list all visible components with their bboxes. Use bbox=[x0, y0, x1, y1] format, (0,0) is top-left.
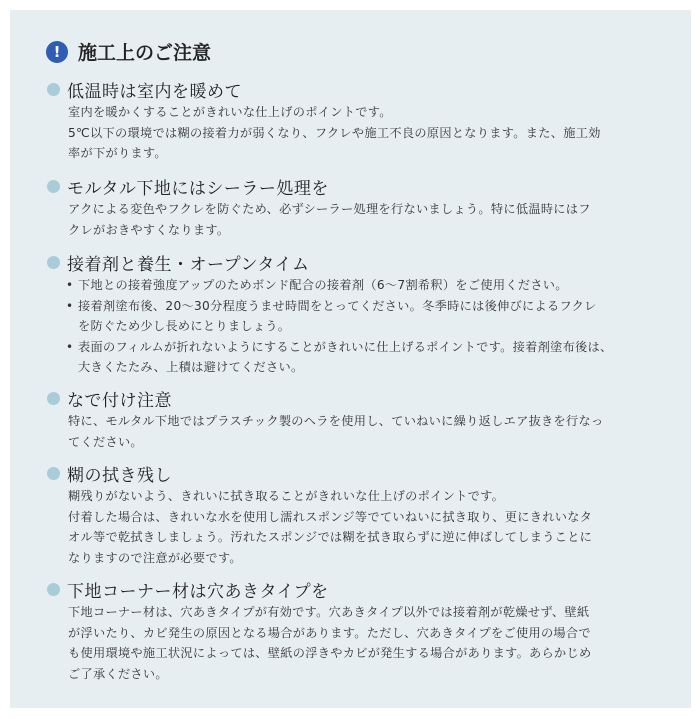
section-title: 接着剤と養生・オープンタイム bbox=[67, 254, 310, 275]
section-title: 糊の拭き残し bbox=[67, 465, 172, 486]
body-line: 5℃以下の環境では糊の接着力が弱くなり、フクレや施工不良の原因となります。また、施工効 bbox=[68, 125, 601, 140]
body-line: なりますので注意が必要です。 bbox=[68, 550, 242, 565]
section-title: なで付け注意 bbox=[67, 390, 172, 411]
section-corner-material bbox=[47, 578, 667, 684]
notice-title: 施工上のご注意 bbox=[78, 42, 212, 64]
body-line: オル等で乾拭きしましょう。汚れたスポンジでは糊を拭き取らずに逆に伸ばしてしまうことに bbox=[68, 530, 593, 544]
section-bullet bbox=[47, 180, 60, 193]
section-adhesive bbox=[47, 251, 667, 378]
section-low-temperature bbox=[47, 78, 667, 164]
body-line: 下地コーナー材は、穴あきタイプが有効です。穴あきタイプ以外では接着剤が乾燥せず、壁紙 bbox=[68, 605, 590, 619]
section-bullet bbox=[47, 83, 60, 96]
section-smoothing bbox=[47, 387, 667, 452]
section-body bbox=[68, 102, 667, 164]
section-sealer bbox=[47, 175, 667, 240]
notice-header bbox=[46, 38, 211, 65]
list-item-text: 接着剤塗布後、20～30分程度うませ時間をとってください。冬季時には後伸びによるフクレ bbox=[78, 298, 597, 313]
section-body bbox=[68, 199, 667, 240]
list-item-text: を防ぐため少し長めにとりましょう。 bbox=[78, 319, 291, 333]
section-body bbox=[68, 602, 667, 684]
section-bullet bbox=[47, 392, 60, 405]
list-item-text: 表面のフィルムが折れないようにすることがきれいに仕上げるポイントです。接着剤塗布後は、 bbox=[78, 339, 613, 354]
body-line: アクによる変色やフクレを防ぐため、必ずシーラー処理を行ないましょう。特に低温時にはフ bbox=[68, 202, 591, 216]
section-bullet bbox=[47, 467, 60, 480]
section-body bbox=[68, 411, 667, 452]
body-line: ご了承ください。 bbox=[68, 666, 168, 681]
section-body bbox=[68, 486, 667, 568]
body-line: 付着した場合は、きれいな水を使用し濡れスポンジ等でていねいに拭き取り、更にきれいなタ bbox=[68, 509, 593, 524]
list-item: • 接着剤塗布後、20～30分程度うませ時間をとってください。冬季時には後伸びによるフクレ を防ぐため少し長めにとりましょう。 bbox=[66, 296, 667, 337]
body-line: 室内を暖かくすることがきれいな仕上げのポイントです。 bbox=[68, 105, 392, 119]
body-line: てください。 bbox=[68, 434, 143, 449]
section-title: モルタル下地にはシーラー処理を bbox=[67, 178, 329, 199]
notice-panel bbox=[10, 10, 691, 708]
list-item: • 表面のフィルムが折れないようにすることがきれいに仕上げるポイントです。接着剤塗布後は、 大きくたたみ、上積は避けてください。 bbox=[66, 337, 667, 378]
section-bullet bbox=[47, 583, 60, 596]
body-line: も使用環境や施工状況によっては、壁紙の浮きやカビが発生する場合があります。あらかじめ bbox=[68, 646, 592, 660]
section-title: 低温時は室内を暖めて bbox=[67, 81, 242, 102]
section-title: 下地コーナー材は穴あきタイプを bbox=[67, 581, 329, 602]
section-body bbox=[66, 275, 667, 378]
list-item: • 下地との接着強度アップのためボンド配合の接着剤（6～7割希釈）をご使用ください。 bbox=[66, 278, 568, 292]
list-item-text: 大きくたたみ、上積は避けてください。 bbox=[78, 360, 304, 374]
list-item-text: 下地との接着強度アップのためボンド配合の接着剤（6～7割希釈）をご使用ください。 bbox=[78, 278, 568, 292]
body-line: 糊残りがないよう、きれいに拭き取ることがきれいな仕上げのポイントです。 bbox=[68, 489, 505, 503]
body-line: クレがおきやすくなります。 bbox=[68, 222, 230, 237]
exclamation-icon: ! bbox=[46, 41, 68, 63]
body-line: が浮いたり、カビ発生の原因となる場合があります。ただし、穴あきタイプをご使用の場合で bbox=[68, 625, 591, 640]
section-bullet bbox=[47, 256, 60, 269]
body-line: 特に、モルタル下地ではプラスチック製のヘラを使用し、ていねいに繰り返しエア抜きを行なっ bbox=[68, 414, 604, 428]
body-line: 率が下がります。 bbox=[68, 146, 167, 160]
section-glue-residue bbox=[47, 462, 667, 568]
